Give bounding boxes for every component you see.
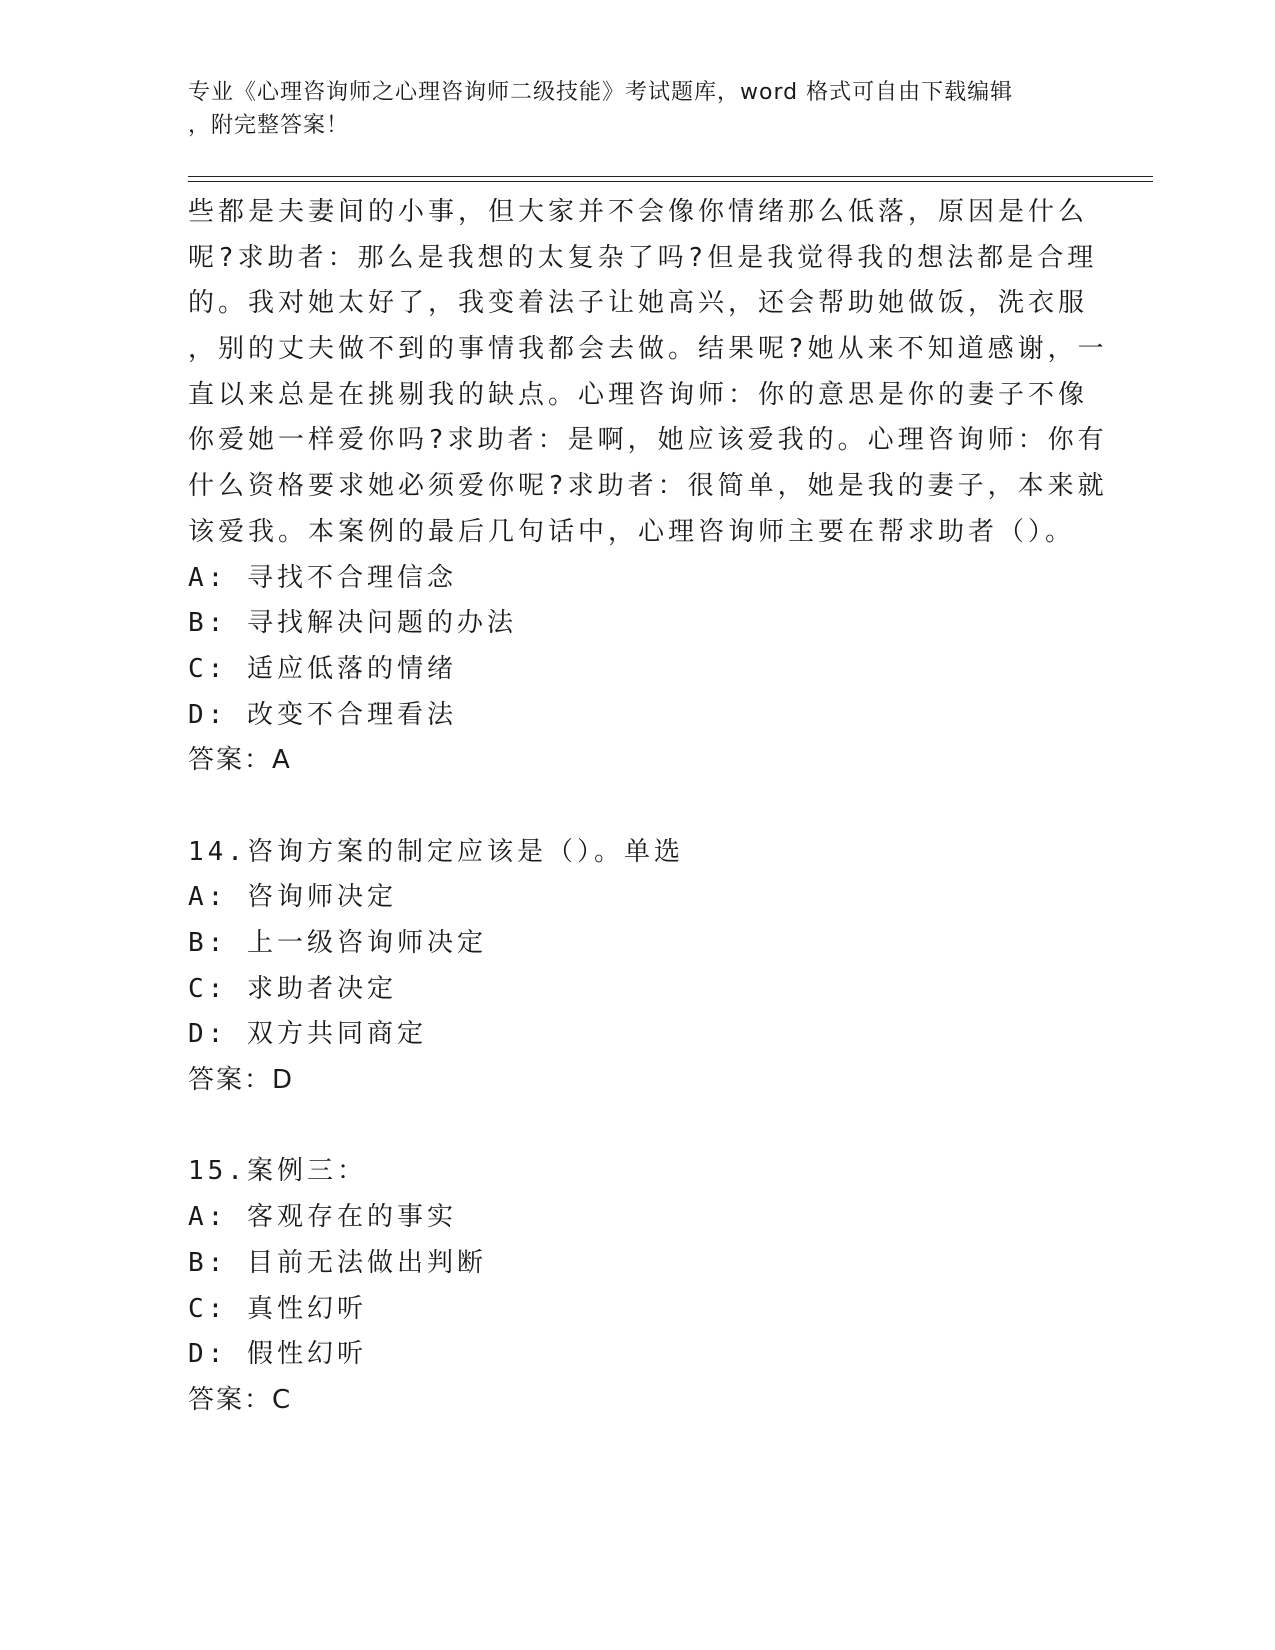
option-text: 目前无法做出判断: [246, 1247, 487, 1278]
option-c: [188, 647, 1088, 693]
document-body: [188, 190, 1108, 1424]
passage-line: 的。我对她太好了，我变着法子让她高兴，还会帮助她做饭，洗衣服: [188, 288, 1089, 319]
option-letter: B:: [188, 928, 228, 958]
option-letter: D:: [188, 1339, 228, 1370]
option-text: 客观存在的事实: [246, 1202, 457, 1233]
question-15: [188, 1149, 1088, 1423]
option-b: [188, 1241, 1088, 1287]
document-header: [188, 76, 1068, 142]
passage-line: 你爱她一样爱你吗?求助者：是啊，她应该爱我的。心理咨询师：你有: [188, 425, 1108, 456]
option-d: [188, 1012, 1088, 1058]
option-text: 真性幻听: [246, 1293, 367, 1324]
option-a: [188, 556, 1088, 602]
option-text: 寻找解决问题的办法: [246, 608, 517, 639]
option-text: 咨询师决定: [246, 882, 397, 913]
option-a: [188, 1195, 1088, 1241]
option-a: [188, 875, 1088, 921]
answer-value: C: [272, 1384, 291, 1415]
option-letter: D:: [188, 1019, 228, 1050]
answer-label: 答案：: [188, 1384, 273, 1415]
q13-options: [188, 556, 1088, 784]
q15-stem: 15.案例三：: [188, 1156, 367, 1187]
option-b: [188, 921, 1088, 967]
passage-line: ，别的丈夫做不到的事情我都会去做。结果呢?她从来不知道感谢，一: [188, 334, 1108, 365]
spacer: [188, 784, 1088, 830]
option-text: 改变不合理看法: [246, 699, 457, 730]
answer-label: 答案：: [188, 745, 273, 776]
option-letter: A:: [188, 1202, 228, 1233]
passage-line: 些都是夫妻间的小事，但大家并不会像你情绪那么低落，原因是什么: [188, 197, 1089, 227]
option-letter: C:: [188, 653, 228, 684]
spacer: [188, 1104, 1088, 1150]
option-d: [188, 1332, 1088, 1378]
passage-line: 什么资格要求她必须爱你呢?求助者：很简单，她是我的妻子，本来就: [188, 471, 1108, 502]
answer-label: 答案：: [188, 1065, 273, 1096]
passage-line: 该爱我。本案例的最后几句话中，心理咨询师主要在帮求助者（）。: [188, 516, 1076, 547]
option-text: 双方共同商定: [246, 1019, 427, 1050]
option-text: 适应低落的情绪: [246, 653, 457, 684]
question-14: [188, 830, 1088, 1104]
option-letter: C:: [188, 1293, 228, 1324]
option-letter: D:: [188, 699, 228, 730]
q14-answer: [188, 1058, 1088, 1104]
q15-answer: [188, 1378, 1088, 1424]
q14-stem: 14.咨询方案的制定应该是（）。单选: [188, 836, 684, 867]
option-c: [188, 1287, 1088, 1333]
option-letter: A:: [188, 882, 228, 913]
answer-value: D: [272, 1065, 293, 1096]
option-letter: B:: [188, 608, 228, 639]
option-d: [188, 693, 1088, 739]
option-letter: C:: [188, 973, 228, 1004]
option-c: [188, 967, 1088, 1013]
option-letter: B:: [188, 1247, 228, 1278]
header-divider-top: [188, 176, 1153, 177]
option-letter: A:: [188, 562, 228, 593]
option-b: [188, 601, 1088, 647]
passage: [188, 190, 1108, 556]
option-text: 假性幻听: [246, 1339, 367, 1370]
option-text: 上一级咨询师决定: [246, 928, 487, 958]
header-line-2: ，附完整答案！: [188, 113, 350, 138]
passage-line: 直以来总是在挑剔我的缺点。心理咨询师：你的意思是你的妻子不像: [188, 379, 1089, 410]
option-text: 求助者决定: [246, 973, 397, 1004]
q13-answer: [188, 738, 1088, 784]
passage-line: 呢?求助者：那么是我想的太复杂了吗?但是我觉得我的想法都是合理: [188, 242, 1098, 273]
answer-value: A: [272, 745, 290, 776]
option-text: 寻找不合理信念: [246, 562, 457, 593]
header-divider-bottom: [188, 181, 1153, 182]
header-line-1: 专业《心理咨询师之心理咨询师二级技能》考试题库，word 格式可自由下载编辑: [188, 80, 1014, 105]
